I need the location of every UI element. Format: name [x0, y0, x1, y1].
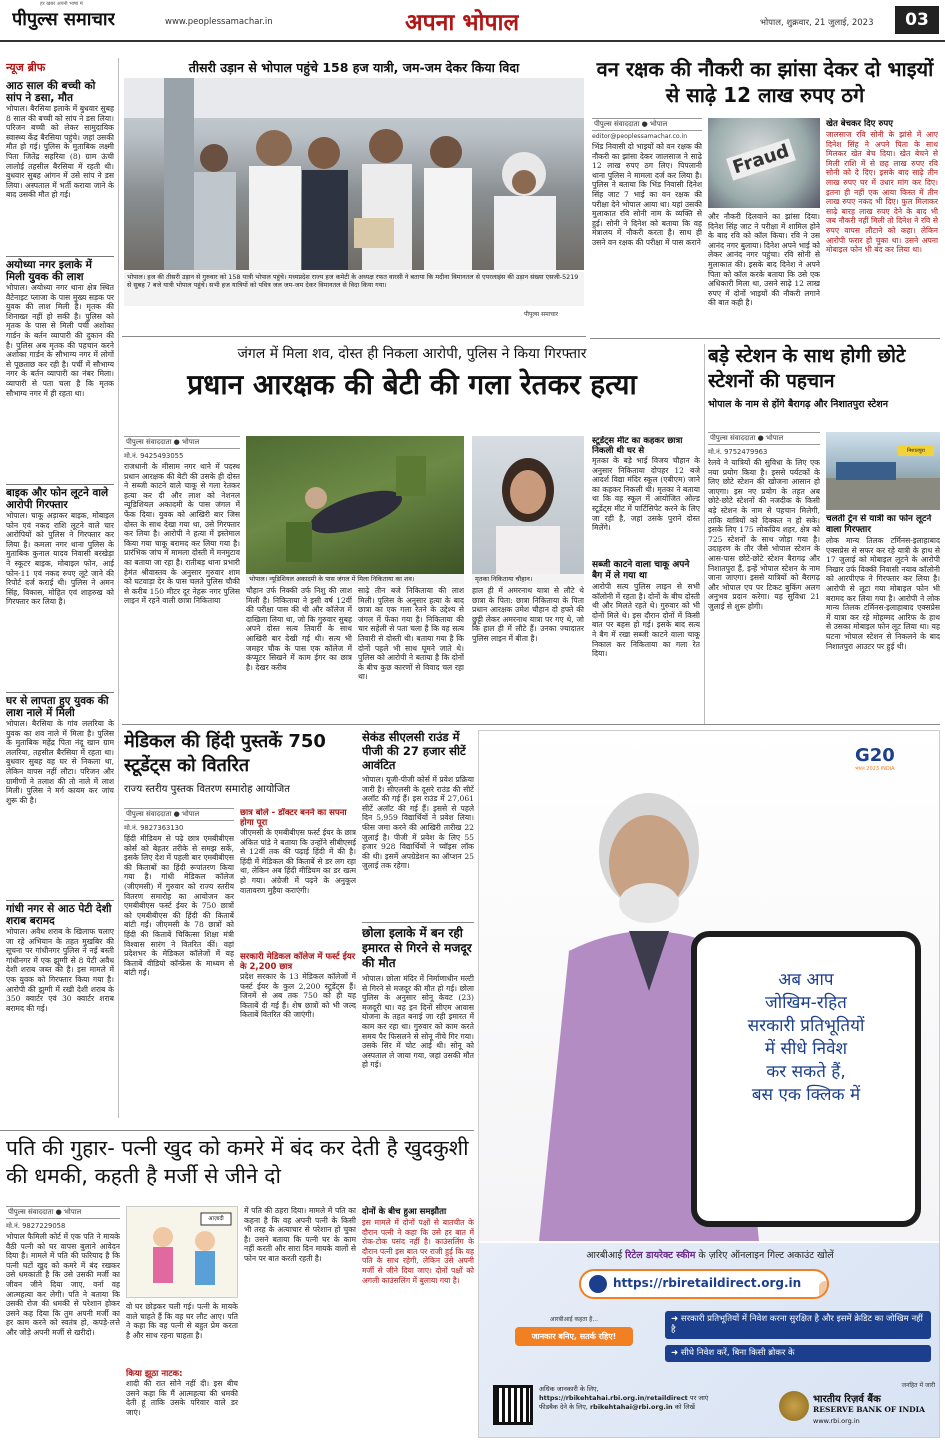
medical-body: हिंदी मीडियम से पढ़े छात्र एमबीबीएस कोर्स को बेहतर तरीके से समझ सकें, इसके लिए देश में पहली बार एमबीबीएस की किताबों का हिंदी रूपांतरण किया गया है। गांधी मेडिकल कॉलेज (जीएमसी) में गुरुवार को राज्य स्तरीय वितरण समारोह का आयोजन कर एमबीबीएस फर्स्ट ईयर के 750 छात्रों को एमबीबीएस की हिंदी की किताबें बांटी गईं। जीएमसी के 78 छात्रों को हिंदी की किताबें चिकित्सा शिक्षा मंत्री विश्वास सारंग ने वितरित कीं। वहां प्रदेशभर के मेडिकल कॉलेजों में यह किताबें वीडियो कॉन्फ्रेंस के माध्यम से बांटी गईं। [124, 834, 234, 978]
feedback-email[interactable]: rbikehtahai@rbi.org.in [589, 1403, 673, 1411]
horizontal-divider [590, 338, 940, 339]
contact-info [539, 1385, 779, 1431]
medical-left-column [124, 808, 234, 1128]
photo-credit: पीपुल्स समाचार [524, 311, 559, 318]
wife-left-column [6, 1206, 120, 1440]
horizontal-divider [0, 1130, 474, 1131]
station-photo [826, 432, 940, 510]
banner-scheme: रिटेल डायरेक्ट स्कीम [625, 1250, 696, 1261]
forest-body-1: भिंड निवासी दो भाइयों को वन रक्षक की नौकरी का झांसा देकर जालसाज ने साढ़े 12 लाख रुपए ठग लिए। पिपलानी थाना पुलिस ने मामला दर्ज कर लिया है। पुलिस ने बताया कि भिंड निवासी दिनेश सिंह जाट 7 भाई का वन रक्षक की परीक्षा देने भोपाल आया था। यहां उसकी मुलाकात रवि सोनी नाम के व्यक्ति से हुई। सोनी ने दिनेश को बताया कि वह मंत्रालय में नौकरी करता है। साथ ही उसने वन रक्षक की परीक्षा में पास कराने [592, 142, 702, 247]
station-graphic [826, 432, 940, 510]
murder-bottom-left: हाल ही में अमरनाथ यात्रा से लौटे थे छात्रा के पिता: छात्रा निकिताया के पिता प्रधान आरक्षक उमेश चौहान दो हफ्ते की छुट्टी लेकर अमरनाथ यात्रा पर गए थे, जो कि हाल ही में लौटे हैं। उनका ज्यादातर पुलिस लाइन में बीता है। [472, 586, 584, 643]
check-icon: ➜ [671, 1314, 681, 1324]
station-subhead: भोपाल के नाम से होंगे बैरागढ़ और निशातपुरा स्टेशन [708, 399, 888, 410]
forest-box-heading: खेत बेचकर दिए रुपए [826, 119, 893, 129]
brief-item [6, 692, 114, 897]
murder-left-column [124, 436, 240, 718]
murder-byline: पीपुल्स संवाददाता ● भोपाल [124, 436, 240, 449]
forest-headline: वन रक्षक की नौकरी का झांसा देकर दो भाइयों से साढ़े 12 लाख रुपए ठगे [596, 57, 934, 107]
ribbon-graphic [499, 1309, 649, 1379]
haj-photo [124, 78, 584, 270]
banner-suffix: के ज़रिए ऑनलाइन गिल्ट अकाउंट खोलें [698, 1250, 834, 1261]
brief-title: अयोध्या नगर इलाके में मिली युवक की लाश [6, 256, 114, 283]
pg-seats-story [362, 730, 474, 918]
brief-item [6, 484, 114, 689]
medical-headline: मेडिकल की हिंदी पुस्तकें 750 स्टूडेंट्स को वितरित [124, 731, 326, 776]
wife-mid-column [126, 1302, 238, 1440]
brief-body: भोपाल। बैरसिया के गांव ललरिया के युवक का शव नाले में मिला है। पुलिस के मुताबिक महेंद्र पिता नंदू खान ग्राम ललरिया, तहसील बैरसिया में रहता था। बुधवार सुबह वह घर से निकला था, लेकिन वापस नहीं लौटा। परिजन और ग्रामीणों ने तलाश की तो नाले में लाश मिली। पुलिस ने मर्ग कायम कर जांच शुरू की है। [6, 719, 114, 805]
pg-body: भोपाल। यूजी-पीजी कोर्स में प्रवेश प्रक्रिया जारी है। सीएलसी के दूसरे राउंड की सीटें अलॉट की गई हैं। इस राउंड में 27,061 सीटें अलॉट की गई हैं। इससे से पहले दिन 5,959 विद्यार्थियों ने प्रवेश लिया। फीस जमा करने की आखिरी तारीख 22 जुलाई है। पीजी में प्रवेश के लिए 55 हजार 928 विद्यार्थियों ने च्वॉइस लॉक की थी। इसमें अपग्रेडेशन का ऑप्शन 25 जुलाई तक रहेगा। [362, 775, 474, 871]
medical-box-body-2: प्रदेश सरकार के 13 मेडिकल कॉलेजों में फर्स्ट ईयर के कुल 2,200 स्टूडेंट्स हैं। जिनमें से अब तक 750 को ही यह किताबें दी गई हैं। शेष छात्रों को भी जल्द किताबें वितरित की जाएंगी। [240, 972, 356, 1020]
quote-heading: किया झूठा नाटक: [126, 1369, 183, 1379]
g20-label: G20 [855, 745, 895, 766]
brief-item [6, 900, 114, 1125]
more-info-line: अधिक जानकारी के लिए, [539, 1385, 599, 1393]
haj-photo-caption: भोपाल। हज की तीसरी उड़ान से गुरुवार को 158 यात्री भोपाल पहुंचे। मध्यप्रदेश राज्य हज कमेटी के अध्यक्ष रफत वारसी ने बताया कि मदीना विमानतल से एयरलाइंस की उड़ान संख्या एसजी-5219 से सुबह 7 बजे यात्री भोपाल पहुंचे। सभी हज यात्रियों को पवित्र जल जम-जम देकर विमानतल से विदा किया गया। [124, 272, 584, 306]
murder-kicker: जंगल में मिला शव, दोस्त ही निकला आरोपी, पुलिस ने किया गिरफ्तार [237, 346, 587, 362]
cartoon-label: आज़ादी [208, 1216, 224, 1222]
medical-box-body: जीएमसी के एमबीबीएस फर्स्ट ईयर के छात्र अंकित पांडे ने बताया कि उन्होंने सीबीएसई से 12वीं तक की पढ़ाई हिंदी में की है। हिंदी में मेडिकल की किताबें से डर लग रहा था, लेकिन अब हिंदी मीडियम का डर खत्म हो गया। अंग्रेजी में पढ़ने के अनुकूल वातावरण मुहैया कराएंगी। [240, 828, 356, 895]
medical-subhead: राज्य स्तरीय पुस्तक वितरण समारोह आयोजित [124, 784, 290, 795]
wife-body-3: में पति की ठहरा दिया। मामले में पति का कहना है कि वह अपनी पत्नी के किसी भी तरह के अत्याचार से परेशान हो चुका है। उसने बताया कि पत्नी घर के काम नहीं करती और सारा दिन मायके वालों से फोन पर बात करती रहती है। [244, 1206, 356, 1263]
station-headline: बड़े स्टेशन के साथ होगी छोटे स्टेशनों की पहचान [708, 345, 906, 392]
medical-story [124, 730, 356, 1128]
medical-box-heading-2: सरकारी मेडिकल कॉलेज में फर्स्ट ईयर के 2,200 छात्र [240, 952, 356, 972]
murder-side-heading: स्टूडेंट्स मीट का कहकर छात्रा निकली थी घर से [592, 436, 683, 456]
murder-body-mid: चौहान उर्फ निक्की उर्फ निशु की लाश मिली है। निकिताया ने इसी वर्ष 12वीं की परीक्षा पास की थी और कॉलेज में दाखिला लिया था, जो कि गुरुवार सुबह अपने दोस्त सत्य तिवारी के साथ आखिरी बार देखी गई थी। सत्य भी जमहर चौक के पास एक कॉलेज में कंप्यूटर सिखने में काम ईगर का छात्र है। देखर करीब [246, 586, 352, 672]
masthead [0, 0, 945, 42]
station-body: रेलवे ने यात्रियों की सुविधा के लिए एक नया प्रयोग किया है। इससे पर्यटकों के लिए छोटे स्टेशन की खोजना आसान हो जाएगा। इस नए प्रयोग के तहत अब छोटे-छोटे स्टेशनों की नजदीक के किसी बड़े स्टेशन के नाम से पहचान मिलेगी, ताकि यात्रियों को दिक्कत न हो सके। इसके लिए 175 लोकप्रिय शहर, क्षेत्र को 725 स्टेशनों के साथ जोड़ा गया है। उदाहरण के तौर जैसे भोपाल स्टेशन के आस-पास छोटे-छोटे स्टेशन बैरागढ़ और निशातपुरा हैं, इन्हें भोपाल स्टेशन के नाम जाना जाएगा। इससे यात्रियों को बैरागढ़ और भोपाल एप पर टिकट बुकिंग अलग अनुभव प्रदान करेगा। यह सुविधा 21 जुलाई से शुरू होगी। [708, 458, 820, 611]
ribbon-big: जानकार बनिए, सतर्क रहिए! [515, 1327, 633, 1346]
counsel-heading: दोनों के बीच हुआ समझौता [362, 1207, 447, 1217]
top-story-headline: तीसरी उड़ान से भोपाल पहुंचे 158 हज यात्री, जम-जम देकर किया विदा [188, 60, 520, 75]
fraud-photo [708, 118, 820, 208]
phone-text-line: जोखिम-रहित [765, 993, 847, 1013]
forest-side-box [826, 118, 938, 336]
banner-prefix: आरबीआई [586, 1250, 623, 1261]
counsel-body: इस मामले में दोनों पक्षों से बातचीत के दौरान पत्नी ने कहा कि उसे हर बात में रोक-टोक पसंद नहीं है। काउंसलिंग के दौरान पत्नी इस बात पर राजी हुई कि वह पति के साथ रहेगी, लेकिन उसे अपनी मर्जी से जीने दिया जाए। दोनों पक्षों को अगली काउंसलिंग में बुलाया गया है। [362, 1218, 474, 1285]
haj-photo-scene [124, 78, 584, 270]
building-story [362, 922, 474, 1128]
rbi-web[interactable]: www.rbi.org.in [813, 1417, 860, 1425]
issue-date: भोपाल, शुक्रवार, 21 जुलाई, 2023 [760, 18, 874, 28]
brief-title: बाइक और फोन लूटने वाले आरोपी गिरफ्तार [6, 484, 114, 511]
forest-guard-story [592, 56, 938, 336]
murder-story [124, 344, 700, 718]
phone-text-line: में सीधे निवेश [764, 1039, 848, 1059]
murder-body: राजधानी के मीसाम नगर थाने में पदस्थ प्रधान आरक्षक की बेटी की उसके ही दोस्त ने सब्जी काटने वाले चाकू से गला रेतकर हत्या कर दी और लाश को नेशनल न्यूडिशियल अकादमी के पास जंगल में फेंक दिया। युवक को आखिरी बार जिस दोस्त के साथ देखा गया था, उसे गिरफ्तार कर लिया है। आरोपी ने हत्या में इस्तेमाल किया गया चाकू बरामद कर लिया गया है। प्रारंभिक जांच में मामला दोस्ती में मनमुटाव का बताया जा रहा है। रातीबड़ थाना प्रभारी हेमंत श्रीवास्तव के अनुसार गुरुवार शाम को घटवाड़ा देर के पास चलते पुलिस चौकी से करीब 150 मीटर दूर नेहरू नगर पुलिस लाइन में रहने वाली छात्रा निकिताया [124, 462, 240, 606]
station-left-column [708, 432, 820, 718]
student-photo-caption: मृतका निकिताया चौहान। [472, 574, 584, 584]
paper-logo[interactable]: पीपुल्स समाचार [12, 9, 115, 30]
ad-url[interactable]: https://rbiretaildirect.org.in [613, 1276, 802, 1290]
qr-code[interactable] [493, 1385, 533, 1425]
forest-left-column [592, 118, 702, 336]
top-story [124, 56, 584, 336]
forest-email[interactable]: editor@peoplessamachar.co.in [592, 133, 688, 140]
phone-text-line: बस एक क्लिक में [751, 1085, 861, 1105]
station-sign: निशातपुरा [907, 448, 925, 454]
page-number: 03 [895, 6, 939, 34]
medical-mobile: मो.नं. 9827363130 [124, 824, 184, 832]
murder-side-body-2: आरोपी सत्य पुलिस लाइन से सभी कॉलोनी में रहता है। दोनों के बीच दोस्ती थी और मिलते रहते थे। गुरुवार को भी दोनों मिले थे। इस दौरान दोनों में किसी बात पर बहस हो गई। इसके बाद सत्य ने बैग में रखा सब्जी काटने वाला चाकू निकाल कर निकिताया का गला रेत दिया। [592, 582, 700, 659]
visit-link[interactable]: https://rbikehtahai.rbi.org.in/retaildirect [539, 1394, 688, 1402]
phone-text-line: कर सकते हैं, [766, 1062, 846, 1082]
station-story [708, 344, 940, 718]
horizontal-divider [122, 724, 940, 725]
rbi-advertisement[interactable] [478, 730, 940, 1438]
ad-top-area [479, 731, 940, 1241]
brief-item [6, 256, 114, 481]
benefit-item [665, 1345, 931, 1362]
cartoon-illustration [126, 1206, 238, 1298]
g20-logo [855, 745, 925, 781]
station-mobile: मो.नं. 9752479963 [708, 448, 768, 456]
student-photo [472, 436, 584, 574]
brief-body: भोपाल। अयोध्या नगर थाना क्षेत्र स्थित वैटेनाइट प्लाजा के पास मुख्य सड़क पर युवक की लाश मिली है। मृतक की शिनाख्त नहीं हो सकी है। पुलिस को मृतक के पास से मिली पर्ची अशोका गार्डन के बर्तन व्यापारी की दुकान की है। पुलिस अब मृतक की पहचान करने अशोका गार्डन के सौभाग्य नगर में लोगों से पूछताछ कर रही है। पर्ची में सौभाग्य नगर के बर्तन व्यापारी का नंबर मिला। व्यापारी से पता चला है कि मृतक सौभाग्य नगर में ही रहता था। [6, 283, 114, 398]
rbi-emblem-icon [779, 1391, 809, 1421]
murder-side-heading-2: सब्जी काटने वाला चाकू अपने बैग में ले गया था [592, 560, 690, 581]
click-hand-icon [819, 1281, 829, 1299]
medical-side-column [240, 808, 356, 1128]
rbi-logo-block [779, 1381, 939, 1435]
murder-headline: प्रधान आरक्षक की बेटी की गला रेतकर हत्या [187, 368, 637, 401]
rbi-hindi: भारतीय रिज़र्व बैंक [813, 1394, 881, 1405]
url-pill[interactable] [579, 1269, 829, 1299]
horizontal-divider [122, 336, 586, 337]
ribbon-small: आरबीआई कहता है... [549, 1316, 599, 1323]
section-title: अपना भोपाल [405, 10, 520, 36]
phone-text-line: सरकारी प्रतिभूतियों [747, 1016, 865, 1036]
phone-graphic [691, 931, 921, 1227]
wife-headline: पति की गुहार- पत्नी खुद को कमरे में बंद कर देती है खुदकुशी की धमकी, कहती है मर्जी से जीने दो [6, 1136, 469, 1188]
feedback-prefix: फीडबैक देने के लिए, [539, 1403, 588, 1411]
murder-side-column [592, 436, 700, 718]
student-portrait [472, 436, 584, 574]
wife-body-2: वो घर छोड़कर चली गई। पत्नी के मायके वाले चाहते हैं कि वह घर लौट आए। पति ने कहा कि वह पत्नी से बहुत प्रेम करता है और साथ रहना चाहता है। [126, 1302, 238, 1340]
scheme-line [479, 1248, 940, 1261]
medical-byline: पीपुल्स संवाददाता ● भोपाल [124, 808, 234, 821]
benefits-list [665, 1311, 931, 1381]
ad-banner [479, 1243, 940, 1438]
quote-body: शादी की रात सोने नहीं दी। इस बीच उसने कहा कि मैं आत्महत्या की धमकी देती हूं ताकि उसके परिवार वाले डर जाएं। [126, 1379, 238, 1417]
phone-robbery-body: लोक मान्य तिलक टर्मिनस-इलाहाबाद एक्सप्रेस से सफर कर रहे यात्री के हाथ से 17 जुलाई को मोबाइल लूटने के आरोपी निखार उर्फ विक्की निवासी नयाब कॉलोनी को आरपीएफ ने गिरफ्तार कर लिया है। आरोपी से लूटा गया मोबाइल फोन भी बरामद कर लिया गया है। आरोपी ने लोक मान्य तिलक टर्मिनस-इलाहाबाद एक्सप्रेस में यात्रा कर रहे मोहम्मद आरिफ के हाथ से उसका मोबाइल फोन लूट लिया था। यह घटना भोपाल स्टेशन से निकलने के बाद निशातपुरा आउटर पर हुई थी। [826, 536, 940, 651]
visit-line [539, 1394, 779, 1403]
brief-title: गांधी नगर से आठ पेटी देशी शराब बरामद [6, 900, 114, 927]
station-side-box [826, 514, 940, 718]
vertical-divider [704, 344, 705, 724]
medical-box-heading: छात्र बोले - डॉक्टर बनने का सपना होगा पूरा [240, 808, 347, 828]
murder-mobile: मो.नं. 9425493055 [124, 452, 184, 460]
benefit-item [665, 1311, 931, 1339]
brief-body: भोपाल। चाकू अड़ाकर बाइक, मोबाइल फोन एवं नकद राशि लूटने वाले चार आरोपियों को पुलिस ने गिरफ्तार कर लिया है। कमला नगर थाना पुलिस के मुताबिक कुनाल यादव निवासी बरखेड़ा ने स्कूटर बाइक, मोबाइल फोन, आई फोन-11 एवं नकद रुपए लूटे जाने की रिपोर्ट दर्ज कराई थी। पुलिस ने अमन सिंह, विकास, मोहित एवं शाहरुख को गिरफ्तार कर लिया है। [6, 511, 114, 607]
website-link[interactable]: www.peoplessamachar.in [165, 17, 273, 27]
check-icon: ➜ [671, 1348, 681, 1358]
crime-scene-photo [246, 436, 464, 574]
news-brief-label: न्यूज ब्रीफ [6, 61, 46, 74]
public-interest: जनहित में जारी [901, 1382, 935, 1389]
feedback-line [539, 1403, 779, 1412]
rbi-english: RESERVE BANK OF INDIA [813, 1405, 926, 1414]
brief-item [6, 78, 114, 253]
crime-photo-caption: भोपाल। न्यूडिशियल अकादमी के पास जंगल में मिला निकिताया का शव। [246, 574, 464, 584]
wife-mobile: मो.नं. 9827229058 [6, 1222, 66, 1230]
forest-body-2: और नौकरी दिलवाने का झांसा दिया। दिनेश सिंह जाट ने परीक्षा में शामिल होने के बाद रवि को कॉल किया। रवि ने उस आनंद नगर बुलाया। दिनेश अपने भाई को लेकर आनंद नगर पहुंचा। रवि सोनी से मुलाकात की। इसके बाद दिनेश ने अपने पिता को कॉल करके बताया कि उसे एक अधिकारी मिला था, उसने साढ़े 12 लाख रुपए में दोनों भाइयों की नौकरी लगाने की बात कही है। [708, 212, 820, 308]
paper-tagline: हर खबर अपनी भाषा में [40, 1, 83, 7]
murder-side-body: मृतका के बड़े भाई विजय चौहान के अनुसार निकिताया दोपहर 12 बजे आदर्श विद्या मंदिर स्कूल (एबीएम) जाने का कहकर निकली थी। मृतका ने बताया था कि वह स्कूल में आयोजित ओल्ड स्टूडेंट्स मीट में पार्टिसिपेट करने के लिए जा रही है, जहां उसके पुराने दोस्त मिलेंगे। [592, 456, 700, 533]
forest-byline: पीपुल्स संवाददाता ● भोपाल [592, 118, 702, 131]
benefit-1: सरकारी प्रतिभूतियों में निवेश करना सुरक्षित है और इसमें क्रेडिट का जोखिम नहीं है [671, 1314, 923, 1335]
brief-body: भोपाल। अवैध शराब के खिलाफ चलाए जा रहे अभियान के तहत मुखबिर की सूचना पर गांधीनगर पुलिस ने नई बस्ती गांधीनगर में एक झुग्गी से 8 पेटी अवैध देशी शराब जब्त की है। इस मामले में एक युवक को गिरफ्तार किया गया है। आरोपी की झुग्गी में रखी देशी शराब के 350 क्वार्टर एवं 30 क्वार्टर शराब बरामद की गई। [6, 927, 114, 1013]
phone-robbery-heading: चलती ट्रेन से यात्री का फोन लूटने वाला गिरफ्तार [826, 514, 932, 535]
murder-body-mid-2: साढ़े तीन बजे निकिताया की लाश मिली। पुलिस के अनुसार हत्या के बाद छात्रा का एक गला रेतने के उद्देश्य से जंगल में फेंका गया है। निकिताया की चार सहेली से पता चला है कि वह सत्य तिवारी से दोस्ती थी। बताया गया है कि दोनों पहले भी साथ घूमने जाते थे। पुलिस को आरोपी ने बताया है कि दोनों के बीच कुछ कारणों से विवाद चल रहा था। [358, 586, 464, 682]
column-divider [118, 58, 119, 1118]
pg-headline: सेकंड सीएलसी राउंड में पीजी की 27 हजार सीटें आवंटित [362, 730, 466, 772]
wife-body-1: भोपाल फैमिली कोर्ट में एक पति ने मायके वैठी पत्नी को घर वापस बुलाने आवेदन दिया है। मामले में पति की फरियाद है कि पत्नी घटों खुद को कमरे में बंद रखकर उसे धमकाती है कि उसे उसकी मर्जी का जीवन जीने दिया जाए, वर्ना वह आत्महत्या कर लेगी। पति ने बताया कि उसकी रोज की धमकी से परेशान होकर उसने कह दिया कि तुम अपनी मर्जी का हर काम करने को स्वतंत्र हो, कपड़े-लत्ते और जोड़े अपनी मर्जी से खरीदो। [6, 1232, 120, 1337]
visit-suffix: पर जाएं [689, 1394, 709, 1402]
benefit-2: सीधे निवेश करें, बिना किसी ब्रोकर के [680, 1348, 795, 1358]
globe-icon [589, 1275, 607, 1293]
wife-byline: पीपुल्स संवाददाता ● भोपाल [6, 1206, 120, 1219]
building-body: भोपाल। छोला मंदिर में निर्माणाधीन मल्टी से गिरने से मजदूर की मौत हो गई। छोला पुलिस के अनुसार सोनू केवट (23) मजदूरी था। वह इन दिनों सीएम आवास योजना के तहत बनाई जा रही इमारत में काम कर रहा था। गुरुवार को काम करते समय पैर फिसलने से सोनू नीचे गिर गया। उसके सिर में चोट आई थी। सोनू को अस्पताल ले जाया गया, जहां उसकी मौत हो गई। [362, 974, 474, 1070]
station-byline: पीपुल्स संवाददाता ● भोपाल [708, 432, 820, 445]
phone-text-line: अब आप [778, 970, 834, 990]
crime-scene-graphic [246, 436, 464, 574]
forest-box-body: जालसाज रवि सोनी के झांसे में आए दिनेश सिंह ने अपने पिता के साथ मिलकर खेत बेच दिया। खेत बेचने से मिली राशि में से छह लाख रुपए रवि सोनी को दे दिए। इसके बाद साढ़े तीन लाख रुपए घर में उधार मांग कर दिए। इतना ही नहीं एक आया किस्त में तीन लाख रुपए नकद भी दिए। फुल मिलाकर साढ़े बारह लाख रुपए देने के बाद भी जब नौकरी नहीं मिली तो दिनेश ने रवि से रुपए वापस लौटाने को कहा। लेकिन आरोपी फरार हो चुका था। उसने अपना मोबाइल फोन भी बंद कर लिया था। [826, 130, 938, 255]
fraud-label: Fraud [726, 138, 796, 180]
brief-title: आठ साल की बच्ची को सांप ने डसा, मौत [6, 80, 96, 104]
feedback-suffix: को लिखें [674, 1403, 695, 1411]
brief-title: घर से लापता हुए युवक की लाश नाले में मिली [6, 692, 114, 719]
counselling-column [362, 1206, 474, 1440]
brief-body: भोपाल। बैरसिया इलाके में बुधवार सुबह 8 साल की बच्ची को सांप ने डस लिया। परिजन बच्ची को लेकर सामुदायिक स्वास्थ्य केंद्र बैरसिया पहुंचे। जहां उसकी मौत हो गई। पुलिस के मुताबिक लक्ष्मी पिता जितेंद्र सहरिया (8) ग्राम ऊंची लालोई तहसील बैरसिया में रहती थी। बुधवार सुबह आंगन में उसे सांप ने डस लिया। अस्पताल में भर्ती कराया जाने के बाद उसकी मौत हो गई। [6, 104, 114, 200]
building-headline: छोला इलाके में बन रही इमारत से गिरने से मजदूर की मौत [362, 926, 472, 970]
wife-story [6, 1134, 474, 1440]
news-brief-column [6, 60, 114, 1150]
g20-sub: भारत 2023 INDIA [855, 766, 895, 772]
